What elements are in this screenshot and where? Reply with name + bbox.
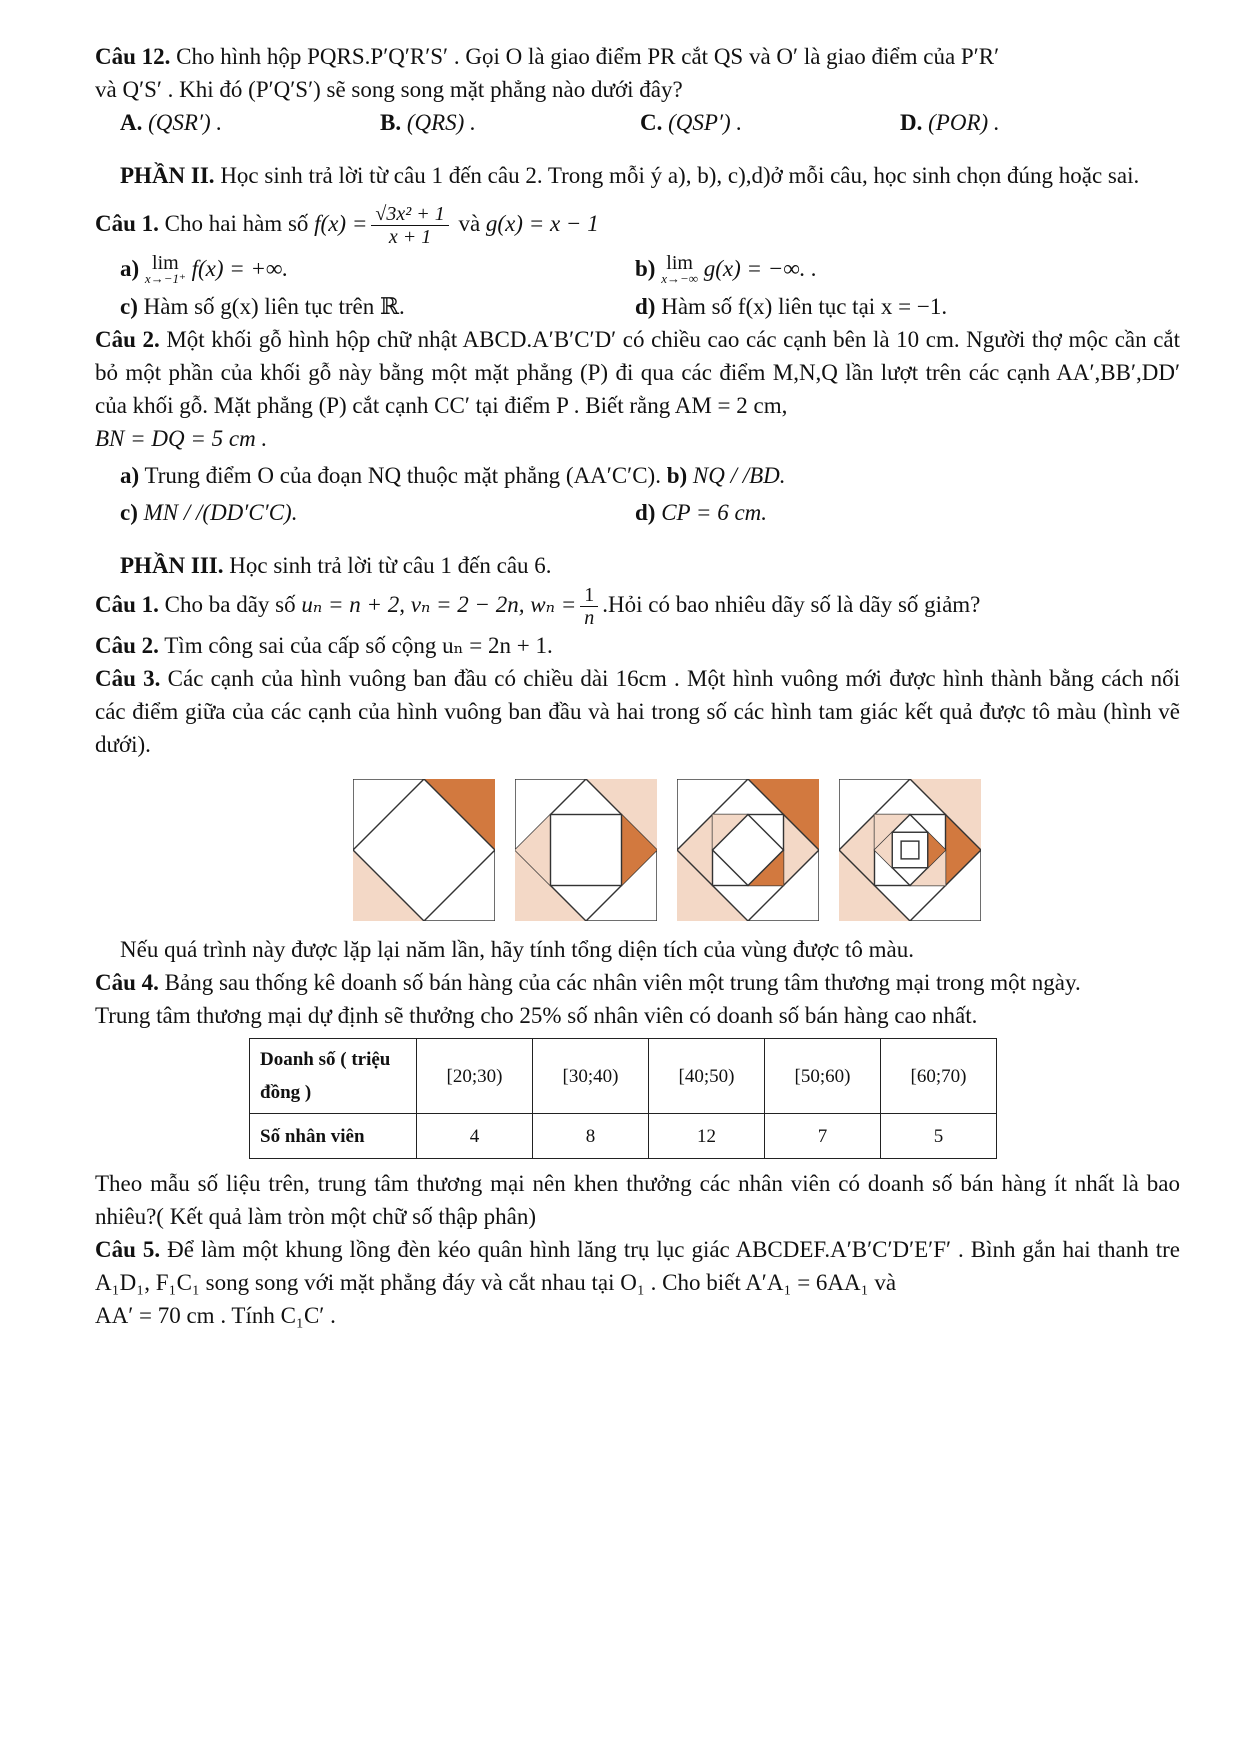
nested-squares-figures xyxy=(353,779,1180,921)
p2q2-item-d[interactable]: d) CP = 6 cm. xyxy=(635,500,768,526)
p2q1-item-b[interactable]: b) lim x→−∞ g(x) = −∞. . xyxy=(635,251,817,286)
p2q1-ab xyxy=(95,248,1180,290)
p3q2-number: Câu 2. xyxy=(95,633,159,659)
p2q2-stem: Câu 2. Một khối gỗ hình hộp chữ nhật ABCD.A′B′C′D′ có chiều cao các cạnh bên là 10 cm. Người thợ mộc cần cắt bỏ một phần của khối gỗ này bằng một mặt phẳng (P) đi qua các điểm M,N,Q lần lượt trên các cạnh AA′,BB′,DD′ của khối gỗ. Mặt phẳng (P) cắt cạnh CC′ tại điểm P . Biết rằng AM = 2 cm, xyxy=(95,327,1181,419)
p2q2-cd xyxy=(95,496,1180,529)
part2-text: Học sinh trả lời từ câu 1 đến câu 2. Trong mỗi ý a), b), c),d)ở mỗi câu, học sinh chọn đúng hoặc sai. xyxy=(220,163,1140,188)
q12-line1 xyxy=(95,40,1180,73)
q12-options xyxy=(95,106,1180,139)
sales-table xyxy=(249,1038,997,1159)
table-cell: 8 xyxy=(533,1114,649,1159)
table-cell: [30;40) xyxy=(533,1039,649,1114)
p3q5-last: AA′ = 70 cm . Tính C₁C′ . xyxy=(95,1303,336,1329)
table-row xyxy=(250,1114,997,1159)
q12-text1: Cho hình hộp PQRS.P′Q′R′S′ . Gọi O là giao điểm PR cắt QS và O′ là giao điểm của P′R′ xyxy=(176,44,1000,69)
p3q1: Câu 1. Cho ba dãy số uₙ = n + 2, vₙ = 2 − 2n, wₙ = $\frac{1}{n}$ .Hỏi có bao nhiêu dãy số là dãy số giảm? xyxy=(95,584,981,630)
p3q1-number: Câu 1. xyxy=(95,592,159,618)
q12-option-a[interactable]: A. (QSR′) . xyxy=(120,110,223,135)
p2q2-number: Câu 2. xyxy=(95,327,160,353)
p3q5: Câu 5. Để làm một khung lồng đèn kéo quân hình lăng trụ lục giác ABCDEF.A′B′C′D′E′F′ . Bình gắn hai thanh tre A₁D₁, F₁C₁ song song với mặt phẳng đáy và cắt nhau tại O₁ . Cho biết A′A₁ = 6AA₁ và xyxy=(95,1237,1180,1296)
p2q1-stem: Câu 1. Cho hai hàm số f(x) = $\frac{\text{√3x² + 1}}{x + 1}$ và g(x) = x − 1 xyxy=(95,203,599,249)
table-cell: [40;50) xyxy=(649,1039,765,1114)
p2q1-item-d[interactable]: d) Hàm số f(x) liên tục tại x = −1. xyxy=(635,294,948,320)
p3q4-text2: Trung tâm thương mại dự định sẽ thưởng cho 25% số nhân viên có doanh số bán hàng cao nhất. xyxy=(95,1003,978,1029)
document-page xyxy=(95,40,1180,1332)
table-header-sales: Doanh số ( triệu đồng ) xyxy=(250,1039,417,1114)
table-row xyxy=(250,1039,997,1114)
p2q2-item-b[interactable]: b) NQ / /BD. xyxy=(666,463,786,489)
figure-step-4 xyxy=(839,779,981,921)
table-cell: 4 xyxy=(417,1114,533,1159)
p3q3-number: Câu 3. xyxy=(95,666,161,692)
figure-step-1 xyxy=(353,779,495,921)
p2q1-number: Câu 1. xyxy=(95,211,159,236)
p3q4-after: Theo mẫu số liệu trên, trung tâm thương mại nên khen thưởng các nhân viên có doanh số bán hàng ít nhất là bao nhiêu?( Kết quả làm tròn một chữ số thập phân) xyxy=(95,1171,1180,1230)
table-header-staff: Số nhân viên xyxy=(250,1114,417,1159)
p2q2-ab xyxy=(95,459,1180,492)
q12-line2 xyxy=(95,73,1180,106)
q12-text2: và Q′S′ . Khi đó (P′Q′S′) sẽ song song mặt phẳng nào dưới đây? xyxy=(95,77,683,102)
part2-title: PHẦN II. xyxy=(120,163,215,188)
table-cell: 12 xyxy=(649,1114,765,1159)
part2-heading xyxy=(95,159,1180,192)
p3q2: Câu 2. Tìm công sai của cấp số cộng uₙ = 2n + 1. xyxy=(95,633,553,659)
p2q1-cd xyxy=(95,290,1180,323)
table-cell: [20;30) xyxy=(417,1039,533,1114)
p2q2-item-a[interactable]: a) Trung điểm O của đoạn NQ thuộc mặt phẳng (AA′C′C). xyxy=(120,463,661,489)
figure-step-3 xyxy=(677,779,819,921)
figure-step-2 xyxy=(515,779,657,921)
f-fraction: $\frac{\text{√3x² + 1}}{x + 1}$ xyxy=(371,203,448,248)
part3-title: PHẦN III. xyxy=(120,553,224,579)
p2q1-item-c[interactable]: c) Hàm số g(x) liên tục trên ℝ. xyxy=(120,294,405,320)
part3-heading: PHẦN III. Học sinh trả lời từ câu 1 đến câu 6. xyxy=(120,553,552,579)
table-cell: 5 xyxy=(881,1114,997,1159)
q12-number: Câu 12. xyxy=(95,44,171,69)
p3q4: Câu 4. Bảng sau thống kê doanh số bán hàng của các nhân viên một trung tâm thương mại trong một ngày. xyxy=(95,970,1081,996)
table-cell: [50;60) xyxy=(765,1039,881,1114)
p3q4-number: Câu 4. xyxy=(95,970,159,996)
p3q3: Câu 3. Các cạnh của hình vuông ban đầu có chiều dài 16cm . Một hình vuông mới được hình thành bằng cách nối các điểm giữa của các cạnh của hình vuông ban đầu và hai trong số các hình tam giác kết quả được tô màu (hình vẽ dưới). xyxy=(95,666,1180,758)
p2q1-item-a[interactable]: a) lim x→−1⁺ f(x) = +∞. xyxy=(120,251,289,286)
table-cell: [60;70) xyxy=(881,1039,997,1114)
p2q2-item-c[interactable]: c) MN / /(DD′C′C). xyxy=(120,500,298,526)
p3q3-after: Nếu quá trình này được lặp lại năm lần, hãy tính tổng diện tích của vùng được tô màu. xyxy=(120,937,915,963)
q12-option-c[interactable]: C. (QSP′) . xyxy=(640,110,743,135)
q12-option-b[interactable]: B. (QRS) . xyxy=(380,110,476,135)
table-cell: 7 xyxy=(765,1114,881,1159)
q12-option-d[interactable]: D. (POR) . xyxy=(900,110,1000,135)
p3q5-number: Câu 5. xyxy=(95,1237,161,1263)
p2q2-stem-last: BN = DQ = 5 cm . xyxy=(95,426,268,452)
